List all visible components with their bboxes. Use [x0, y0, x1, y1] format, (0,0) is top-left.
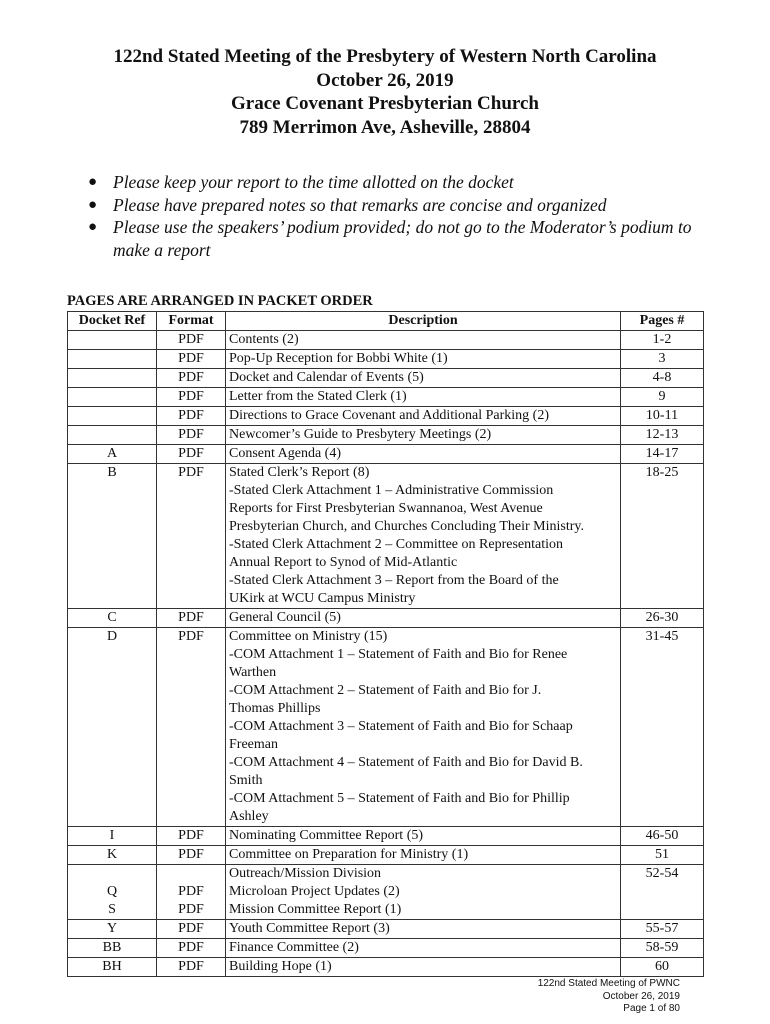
description-cell: [226, 331, 621, 350]
format-cell-line: [160, 865, 222, 883]
pages-cell: 1-2: [621, 331, 704, 350]
description-cell: [226, 426, 621, 445]
description-cell: [226, 350, 621, 369]
guideline-item: [88, 216, 708, 261]
description-cell: [226, 958, 621, 977]
format-cell-line: PDF: [178, 884, 204, 899]
format-cell: PDF: [157, 827, 226, 846]
table-row: [68, 464, 704, 609]
document-header: [0, 45, 770, 139]
description-cell-line: Committee on Ministry (15): [229, 629, 388, 644]
pages-cell: 55-57: [621, 920, 704, 939]
table-row: [68, 920, 704, 939]
meeting-date: October 26, 2019: [316, 69, 454, 91]
description-cell: [226, 407, 621, 426]
description-cell: [226, 609, 621, 628]
description-cell-line: Pop-Up Reception for Bobbi White (1): [229, 351, 448, 366]
description-cell-line: Outreach/Mission Division: [229, 866, 382, 881]
pages-cell: 10-11: [621, 407, 704, 426]
description-cell-line: Contents (2): [229, 332, 299, 347]
page-number: Page 1 of 80: [623, 1003, 680, 1014]
description-cell: [226, 464, 621, 609]
docket-ref-cell: A: [68, 445, 157, 464]
table-body: [68, 331, 704, 977]
format-cell: PDF: [157, 609, 226, 628]
description-cell-line: -COM Attachment 3 – Statement of Faith and Bio for Schaap: [229, 719, 573, 734]
docket-ref-cell: I: [68, 827, 157, 846]
description-cell: [226, 445, 621, 464]
description-cell-line: Building Hope (1): [229, 959, 332, 974]
description-cell-line: General Council (5): [229, 610, 341, 625]
description-cell-line: Ashley: [229, 809, 269, 824]
description-cell: [226, 388, 621, 407]
description-cell: [226, 920, 621, 939]
description-cell-line: Committee on Preparation for Ministry (1): [229, 847, 469, 862]
pages-cell: 60: [621, 958, 704, 977]
meeting-venue: Grace Covenant Presbyterian Church: [230, 93, 540, 114]
table-row: [68, 388, 704, 407]
format-cell: PDF: [157, 846, 226, 865]
description-cell-line: -Stated Clerk Attachment 3 – Report from the Board of the: [229, 573, 559, 588]
docket-ref-cell: B: [68, 464, 157, 609]
description-cell: [226, 939, 621, 958]
table-row: [68, 827, 704, 846]
docket-ref-cell: BH: [68, 958, 157, 977]
docket-ref-cell: [68, 426, 157, 445]
description-cell-line: Letter from the Stated Clerk (1): [229, 389, 407, 404]
format-cell: PDF: [157, 369, 226, 388]
page-footer: [538, 978, 680, 1016]
format-cell: PDF: [157, 426, 226, 445]
format-cell: PDF: [157, 331, 226, 350]
description-cell-line: Reports for First Presbyterian Swannanoa, West Avenue: [229, 501, 543, 516]
description-cell-line: Nominating Committee Report (5): [229, 828, 424, 843]
docket-ref-cell: [68, 350, 157, 369]
description-cell-line: Smith: [229, 773, 263, 788]
description-cell-line: -Stated Clerk Attachment 2 – Committee on Representation: [229, 537, 563, 552]
table-row: [68, 609, 704, 628]
pages-cell: 12-13: [621, 426, 704, 445]
pages-cell: 52-54: [621, 865, 704, 920]
table-row: [68, 846, 704, 865]
report-guidelines-list: [88, 171, 708, 261]
bullet-icon: ●: [88, 196, 98, 213]
pages-cell: 4-8: [621, 369, 704, 388]
description-cell-line: Mission Committee Report (1): [229, 902, 402, 917]
format-cell: PDF: [157, 939, 226, 958]
description-cell-line: Consent Agenda (4): [229, 446, 341, 461]
format-cell: PDF: [157, 350, 226, 369]
table-row: [68, 958, 704, 977]
pages-cell: 46-50: [621, 827, 704, 846]
description-cell-line: Finance Committee (2): [229, 940, 359, 955]
description-cell-line: -COM Attachment 4 – Statement of Faith and Bio for David B.: [229, 755, 583, 770]
bullet-icon: ●: [88, 174, 98, 190]
description-cell: [226, 846, 621, 865]
table-row: [68, 426, 704, 445]
table-row: [68, 939, 704, 958]
format-cell: PDF: [157, 958, 226, 977]
description-cell-line: Youth Committee Report (3): [229, 921, 390, 936]
pages-cell: 18-25: [621, 464, 704, 609]
pages-cell: 14-17: [621, 445, 704, 464]
format-cell: [157, 865, 226, 920]
docket-ref-cell: [68, 331, 157, 350]
table-row: [68, 331, 704, 350]
docket-ref-cell: [68, 388, 157, 407]
description-cell: [226, 865, 621, 920]
pages-cell: 3: [621, 350, 704, 369]
pages-cell: 51: [621, 846, 704, 865]
description-cell-line: Thomas Phillips: [229, 701, 321, 716]
guideline-text: Please have prepared notes so that remarks are concise and organized: [113, 194, 607, 215]
guideline-text: Please use the speakers’ podium provided; do not go to the Moderator’s podium to make a report: [113, 217, 692, 260]
docket-ref-cell: [68, 407, 157, 426]
guideline-item: [88, 171, 708, 194]
description-cell-line: Microloan Project Updates (2): [229, 884, 400, 899]
docket-ref-cell: [68, 865, 157, 920]
description-cell-line: Presbyterian Church, and Churches Concluding Their Ministry.: [229, 519, 584, 534]
format-cell: PDF: [157, 920, 226, 939]
section-heading: PAGES ARE ARRANGED IN PACKET ORDER: [67, 293, 373, 309]
table-row: [68, 369, 704, 388]
description-cell-line: -Stated Clerk Attachment 1 – Administrative Commission: [229, 483, 554, 498]
docket-ref-cell-line: S: [108, 902, 116, 917]
description-cell: [226, 369, 621, 388]
description-cell-line: Annual Report to Synod of Mid-Atlantic: [229, 555, 458, 570]
format-cell: PDF: [157, 628, 226, 827]
description-cell-line: Stated Clerk’s Report (8): [229, 465, 370, 480]
description-cell-line: Directions to Grace Covenant and Additional Parking (2): [229, 408, 549, 423]
docket-ref-cell: D: [68, 628, 157, 827]
description-cell-line: Newcomer’s Guide to Presbytery Meetings (2): [229, 427, 492, 442]
pages-cell: 26-30: [621, 609, 704, 628]
bullet-icon: ●: [88, 219, 98, 235]
meeting-title: 122nd Stated Meeting of the Presbytery of Western North Carolina: [113, 46, 657, 67]
description-cell-line: -COM Attachment 5 – Statement of Faith and Bio for Phillip: [229, 791, 570, 806]
meeting-address: 789 Merrimon Ave, Asheville, 28804: [239, 116, 531, 138]
docket-ref-cell: [68, 369, 157, 388]
pages-cell: 58-59: [621, 939, 704, 958]
column-header-docket-ref: Docket Ref: [68, 312, 157, 331]
footer-meeting: 122nd Stated Meeting of PWNC: [537, 978, 680, 989]
format-cell: PDF: [157, 445, 226, 464]
docket-ref-cell-line: Q: [106, 884, 118, 899]
table-row: [68, 407, 704, 426]
format-cell: PDF: [157, 388, 226, 407]
docket-ref-cell: Y: [68, 920, 157, 939]
format-cell-line: PDF: [178, 902, 204, 917]
docket-ref-cell: K: [68, 846, 157, 865]
description-cell-line: -COM Attachment 1 – Statement of Faith and Bio for Renee: [229, 647, 568, 662]
table-row: [68, 865, 704, 920]
format-cell: PDF: [157, 464, 226, 609]
description-cell: [226, 827, 621, 846]
column-header-pages: Pages #: [621, 312, 704, 331]
docket-ref-cell-line: [71, 865, 153, 883]
format-cell: PDF: [157, 407, 226, 426]
guideline-text: Please keep your report to the time allotted on the docket: [113, 172, 514, 192]
column-header-description: Description: [226, 312, 621, 331]
table-row: [68, 445, 704, 464]
description-cell-line: Docket and Calendar of Events (5): [229, 370, 424, 385]
description-cell-line: -COM Attachment 2 – Statement of Faith and Bio for J.: [229, 683, 542, 698]
docket-ref-cell: BB: [68, 939, 157, 958]
description-cell: [226, 628, 621, 827]
pages-cell: 31-45: [621, 628, 704, 827]
docket-table: [67, 311, 704, 977]
description-cell-line: Freeman: [229, 737, 278, 752]
description-cell-line: UKirk at WCU Campus Ministry: [229, 591, 416, 606]
description-cell-line: Warthen: [229, 665, 277, 680]
table-row: [68, 350, 704, 369]
table-row: [68, 628, 704, 827]
column-header-format: Format: [157, 312, 226, 331]
footer-date: October 26, 2019: [602, 990, 680, 1002]
pages-cell: 9: [621, 388, 704, 407]
table-header-row: [68, 312, 704, 331]
guideline-item: [88, 194, 708, 217]
docket-ref-cell: C: [68, 609, 157, 628]
